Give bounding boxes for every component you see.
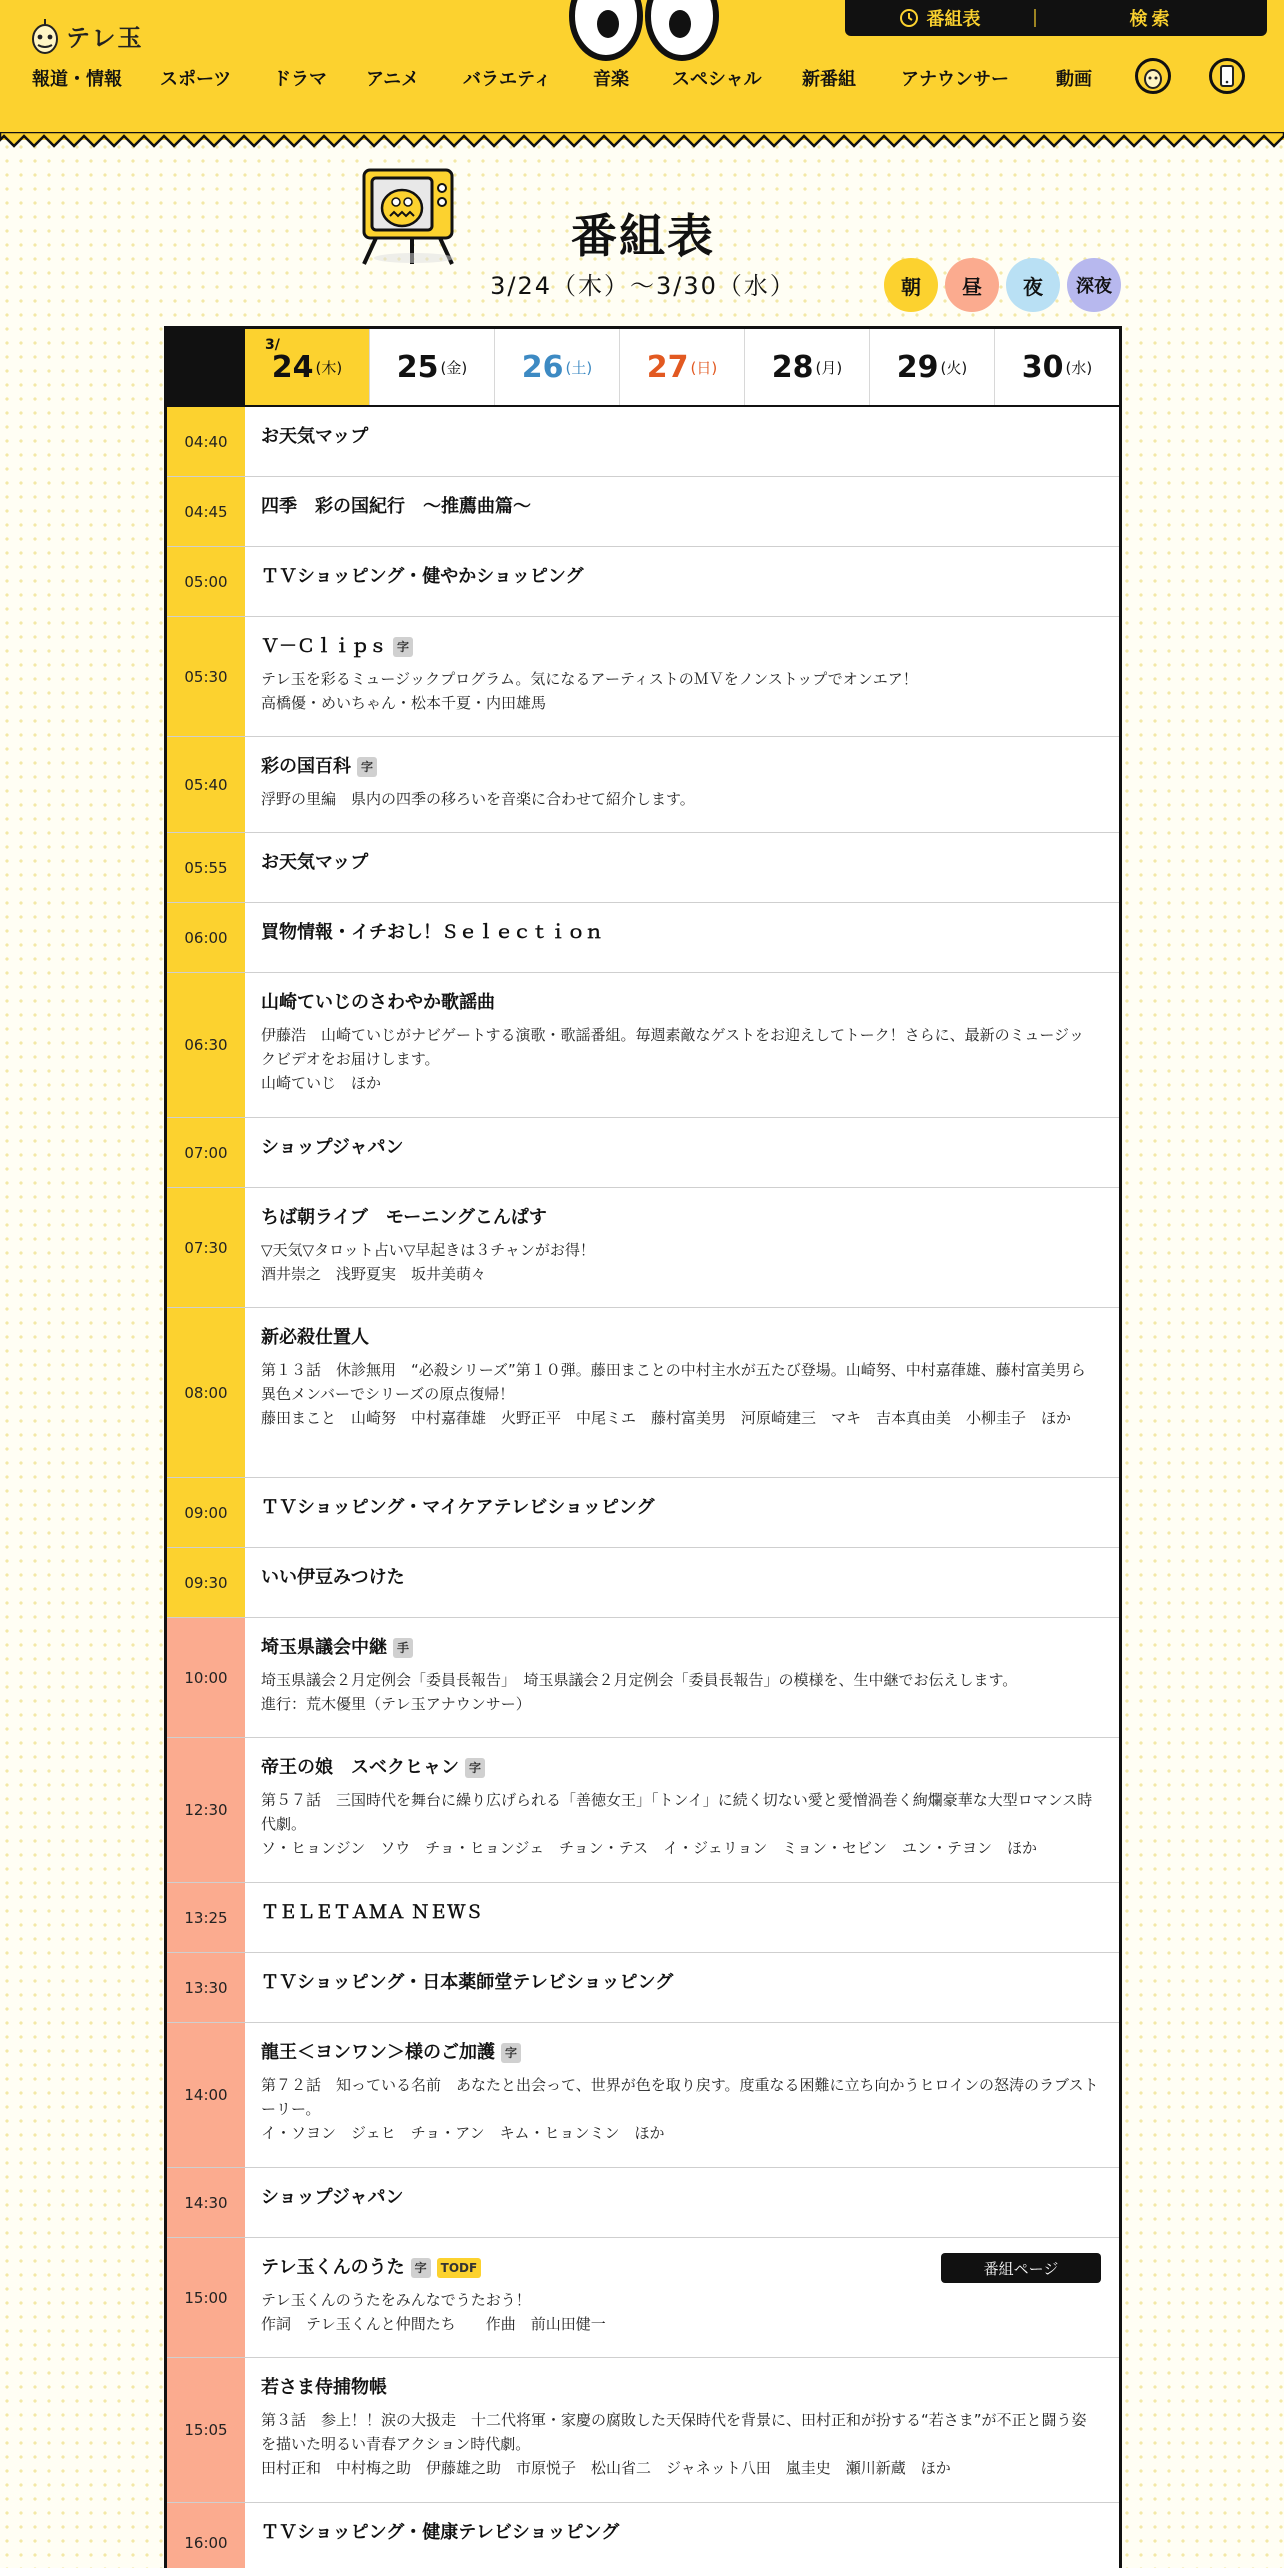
program-time: 08:00 bbox=[167, 1308, 245, 1477]
program-time: 04:45 bbox=[167, 477, 245, 546]
program-description: テレ玉を彩るミュージックプログラム。気になるアーティストのＭＶをノンストップでオンエア！ bbox=[261, 670, 918, 688]
program-row[interactable] bbox=[167, 903, 1119, 973]
nav-new-shows[interactable]: 新番組 bbox=[802, 69, 856, 90]
program-row[interactable] bbox=[167, 407, 1119, 477]
nav-music[interactable]: 音楽 bbox=[593, 69, 629, 90]
program-row[interactable] bbox=[167, 477, 1119, 547]
program-time: 06:00 bbox=[167, 903, 245, 972]
program-row[interactable] bbox=[167, 2023, 1119, 2168]
site-header bbox=[0, 0, 1284, 140]
mascot-eyes-icon bbox=[568, 0, 720, 62]
program-description: ▽天気▽タロット占い▽早起きは３チャンがお得！ bbox=[261, 1241, 595, 1259]
program-row[interactable] bbox=[167, 2168, 1119, 2238]
program-title: いい伊豆みつけた bbox=[261, 1567, 405, 1588]
program-time: 05:00 bbox=[167, 547, 245, 616]
daytime-button[interactable]: 昼 bbox=[945, 258, 999, 312]
program-row[interactable] bbox=[167, 2358, 1119, 2503]
program-time: 06:30 bbox=[167, 973, 245, 1117]
program-row[interactable] bbox=[167, 1478, 1119, 1548]
program-title: 新必殺仕置人 bbox=[261, 1327, 369, 1348]
program-title: ＴＶショッピング・マイケアテレビショッピング bbox=[261, 1497, 655, 1518]
program-row[interactable] bbox=[167, 1883, 1119, 1953]
subtitle-badge: 字 bbox=[357, 757, 377, 777]
morning-button[interactable]: 朝 bbox=[884, 258, 938, 312]
program-time: 15:00 bbox=[167, 2238, 245, 2357]
program-title: 彩の国百科 bbox=[261, 756, 351, 777]
nav-sports[interactable]: スポーツ bbox=[160, 69, 232, 90]
logo-text: テレ玉 bbox=[66, 23, 144, 52]
subtitle-badge: 字 bbox=[465, 1758, 485, 1778]
program-row[interactable] bbox=[167, 1618, 1119, 1738]
program-time: 13:25 bbox=[167, 1883, 245, 1952]
program-title: 四季 彩の国紀行 ～推薦曲篇～ bbox=[261, 496, 531, 517]
site-logo[interactable] bbox=[30, 14, 144, 56]
todf-badge: TODF bbox=[437, 2258, 482, 2278]
program-cast: 田村正和 中村梅之助 伊藤雄之助 市原悦子 松山省二 ジャネット八田 嵐圭史 瀬川新蔵 ほか bbox=[261, 2459, 951, 2477]
day-number: 30 bbox=[1021, 349, 1064, 385]
program-description: 伊藤浩 山崎ていじがナビゲートする演歌・歌謡番組。毎週素敵なゲストをお迎えしてトーク！さらに、最新のミュージックビデオをお届けします。 bbox=[261, 1026, 1085, 1068]
day-weekday: (日) bbox=[690, 358, 718, 377]
program-time: 09:30 bbox=[167, 1548, 245, 1617]
day-tab-30[interactable] bbox=[995, 329, 1119, 405]
search-link-label: 検索 bbox=[1129, 9, 1174, 30]
smartphone-icon bbox=[1212, 61, 1242, 91]
program-cast: 山崎ていじ ほか bbox=[261, 1074, 382, 1092]
late-night-button[interactable]: 深夜 bbox=[1067, 258, 1121, 312]
day-tab-24[interactable] bbox=[245, 329, 370, 405]
clock-icon bbox=[899, 8, 919, 28]
day-number: 29 bbox=[896, 349, 939, 385]
program-cast: 藤田まこと 山崎努 中村嘉葎雄 火野正平 中尾ミエ 藤村富美男 河原崎建三 マキ 吉本真由美 小柳圭子 ほか bbox=[261, 1409, 1072, 1427]
program-title: ＴＶショッピング・健やかショッピング bbox=[261, 566, 584, 587]
main-nav bbox=[0, 62, 1284, 102]
subtitle-badge: 字 bbox=[393, 637, 413, 657]
day-weekday: (金) bbox=[440, 358, 468, 377]
program-title: テレ玉くんのうた bbox=[261, 2257, 405, 2278]
program-time: 05:40 bbox=[167, 737, 245, 832]
program-row[interactable] bbox=[167, 2238, 1119, 2358]
schedule-link[interactable] bbox=[845, 5, 1034, 31]
day-month: 3/ bbox=[265, 337, 280, 353]
nav-announcer[interactable]: アナウンサー bbox=[901, 69, 1009, 90]
nav-special[interactable]: スペシャル bbox=[672, 69, 762, 90]
program-description: 第５７話 三国時代を舞台に繰り広げられる「善徳女王」「トンイ」に続く切ない愛と愛憎渦巻く絢爛豪華な大型ロマンス時代劇。 bbox=[261, 1791, 1093, 1833]
day-number: 24 bbox=[271, 349, 314, 385]
program-row[interactable] bbox=[167, 1548, 1119, 1618]
program-row[interactable] bbox=[167, 833, 1119, 903]
program-row[interactable] bbox=[167, 1188, 1119, 1308]
day-number: 27 bbox=[646, 349, 689, 385]
day-number: 25 bbox=[396, 349, 439, 385]
program-title: 買物情報・イチおし！Ｓｅｌｅｃｔｉｏｎ bbox=[261, 922, 603, 943]
program-title: 埼玉県議会中継 bbox=[261, 1637, 387, 1658]
program-title: 帝王の娘 スベクヒャン bbox=[261, 1757, 459, 1778]
program-title: Ｖ－Ｃｌｉｐｓ bbox=[261, 636, 387, 657]
program-page-button[interactable]: 番組ページ bbox=[941, 2253, 1101, 2283]
program-row[interactable] bbox=[167, 2503, 1119, 2568]
top-bar bbox=[845, 0, 1267, 36]
header-zigzag bbox=[0, 132, 1284, 150]
top-bar-divider bbox=[1034, 9, 1036, 27]
day-tab-29[interactable] bbox=[870, 329, 995, 405]
nav-anime[interactable]: アニメ bbox=[366, 69, 420, 90]
program-title: ＴＶショッピング・日本薬師堂テレビショッピング bbox=[261, 1972, 674, 1993]
day-weekday: (土) bbox=[565, 358, 593, 377]
day-number: 28 bbox=[771, 349, 814, 385]
day-tab-28[interactable] bbox=[745, 329, 870, 405]
search-link[interactable] bbox=[1036, 5, 1267, 31]
program-time: 07:00 bbox=[167, 1118, 245, 1187]
program-time: 16:00 bbox=[167, 2503, 245, 2568]
sign-language-badge: 手 bbox=[393, 1638, 413, 1658]
program-title: 若さま侍捕物帳 bbox=[261, 2377, 387, 2398]
program-time: 09:00 bbox=[167, 1478, 245, 1547]
day-tab-25[interactable] bbox=[370, 329, 495, 405]
page-title: 番組表 bbox=[571, 209, 715, 263]
program-time: 15:05 bbox=[167, 2358, 245, 2502]
program-row[interactable] bbox=[167, 617, 1119, 737]
program-description: 埼玉県議会２月定例会「委員長報告」 埼玉県議会２月定例会「委員長報告」の模様を、生中継でお伝えします。 bbox=[261, 1671, 1018, 1689]
program-time: 10:00 bbox=[167, 1618, 245, 1737]
program-description: 第３話 参上！！涙の大扱走 十二代将軍・家慶の腐敗した天保時代を背景に、田村正和が扮する“若さま”が不正と闘う姿を描いた明るい青春アクション時代劇。 bbox=[261, 2411, 1087, 2453]
program-title: お天気マップ bbox=[261, 852, 369, 873]
program-cast: イ・ソヨン ジェヒ チョ・アン キム・ヒョンミン ほか bbox=[261, 2124, 665, 2142]
program-description: 第１３話 休診無用 “必殺シリーズ”第１０弾。藤田まことの中村主水が五たび登場。山崎努、中村嘉葎雄、藤村富美男ら異色メンバーでシリーズの原点復帰！ bbox=[261, 1361, 1086, 1403]
program-time: 05:30 bbox=[167, 617, 245, 736]
program-cast: 酒井崇之 浅野夏実 坂井美萌々 bbox=[261, 1265, 487, 1283]
nav-variety[interactable]: バラエティ bbox=[463, 69, 552, 90]
program-time: 04:40 bbox=[167, 407, 245, 476]
program-row[interactable] bbox=[167, 1308, 1119, 1478]
program-row[interactable] bbox=[167, 973, 1119, 1118]
day-tab-27[interactable] bbox=[620, 329, 745, 405]
teletama-round-link[interactable] bbox=[1135, 58, 1171, 94]
program-title: 龍王＜ヨンワン＞様のご加護 bbox=[261, 2042, 495, 2063]
program-title: ＴＥＬＥＴＡＭＡ ＮＥＷＳ bbox=[261, 1902, 484, 1923]
program-title: ＴＶショッピング・健康テレビショッピング bbox=[261, 2522, 620, 2543]
day-number: 26 bbox=[521, 349, 564, 385]
program-row[interactable] bbox=[167, 1953, 1119, 2023]
day-tabs bbox=[167, 329, 1119, 407]
nav-news[interactable]: 報道・情報 bbox=[32, 69, 122, 90]
schedule-link-label: 番組表 bbox=[926, 9, 981, 30]
program-time: 05:55 bbox=[167, 833, 245, 902]
app-round-link[interactable] bbox=[1209, 58, 1245, 94]
day-weekday: (月) bbox=[815, 358, 843, 377]
day-weekday: (火) bbox=[940, 358, 968, 377]
program-row[interactable] bbox=[167, 1118, 1119, 1188]
day-tabs-corner bbox=[167, 329, 245, 405]
day-tab-26[interactable] bbox=[495, 329, 620, 405]
schedule-table bbox=[164, 326, 1122, 2568]
day-weekday: (水) bbox=[1065, 358, 1093, 377]
program-description: 第７２話 知っている名前 あなたと出会って、世界が色を取り戻す。度重なる困難に立ち向かうヒロインの怒涛のラブストーリー。 bbox=[261, 2076, 1099, 2118]
mascot-round-icon bbox=[1138, 61, 1168, 91]
program-row[interactable] bbox=[167, 1738, 1119, 1883]
program-time: 07:30 bbox=[167, 1188, 245, 1307]
program-title: ショップジャパン bbox=[261, 2187, 404, 2208]
program-cast: ソ・ヒョンジン ソウ チョ・ヒョンジェ チョン・テス イ・ジェリョン ミョン・セビン ユン・テヨン ほか bbox=[261, 1839, 1038, 1857]
mascot-icon bbox=[30, 15, 60, 55]
program-cast: 作詞 テレ玉くんと仲間たち 作曲 前山田健一 bbox=[261, 2315, 606, 2333]
date-range: 3/24（木）〜3/30（水） bbox=[490, 272, 796, 300]
tv-mascot-icon bbox=[352, 168, 462, 268]
program-cast: 進行：荒木優里（テレ玉アナウンサー） bbox=[261, 1695, 531, 1713]
nav-drama[interactable]: ドラマ bbox=[273, 69, 327, 90]
program-title: お天気マップ bbox=[261, 426, 369, 447]
program-row[interactable] bbox=[167, 737, 1119, 833]
subtitle-badge: 字 bbox=[501, 2043, 521, 2063]
nav-video[interactable]: 動画 bbox=[1056, 69, 1092, 90]
program-time: 13:30 bbox=[167, 1953, 245, 2022]
program-title: ちば朝ライブ モーニングこんぱす bbox=[261, 1207, 547, 1228]
day-weekday: (木) bbox=[315, 358, 343, 377]
night-button[interactable]: 夜 bbox=[1006, 258, 1060, 312]
program-time: 12:30 bbox=[167, 1738, 245, 1882]
program-description: テレ玉くんのうたをみんなでうたおう！ bbox=[261, 2291, 531, 2309]
program-time: 14:30 bbox=[167, 2168, 245, 2237]
program-cast: 高橋優・めいちゃん・松本千夏・内田雄馬 bbox=[261, 694, 547, 712]
program-row[interactable] bbox=[167, 547, 1119, 617]
program-title: ショップジャパン bbox=[261, 1137, 404, 1158]
program-time: 14:00 bbox=[167, 2023, 245, 2167]
program-description: 浮野の里編 県内の四季の移ろいを音楽に合わせて紹介します。 bbox=[261, 790, 695, 808]
program-title: 山崎ていじのさわやか歌謡曲 bbox=[261, 992, 495, 1013]
subtitle-badge: 字 bbox=[411, 2258, 431, 2278]
